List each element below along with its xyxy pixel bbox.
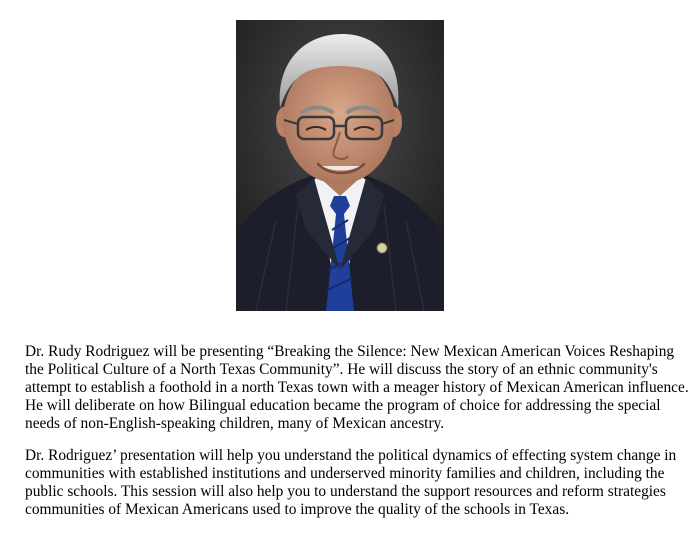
- paragraph-presentation-benefits: Dr. Rodriguez’ presentation will help you understand the political dynamics of effecting system change in communities with established institutions and underserved minority families and children, including the public schools. This session will also help you to understand the support resources and reform strategies communities of Mexican Americans used to improve the quality of the schools in Texas.: [25, 447, 677, 518]
- article-text: [25, 343, 690, 533]
- portrait-image: [236, 20, 444, 311]
- paragraph-presentation-summary: Dr. Rudy Rodriguez will be presenting “Breaking the Silence: New Mexican American Voices Reshaping the Political Culture of a North Texas Community”. He will discuss the story of an ethnic community's attempt to establish a foothold in a north Texas town with a meager history of Mexican American influence. He will deliberate on how Bilingual education became the program of choice for addressing the special needs of non-English-speaking children, many of Mexican ancestry.: [25, 343, 689, 432]
- portrait-photo: [236, 20, 444, 311]
